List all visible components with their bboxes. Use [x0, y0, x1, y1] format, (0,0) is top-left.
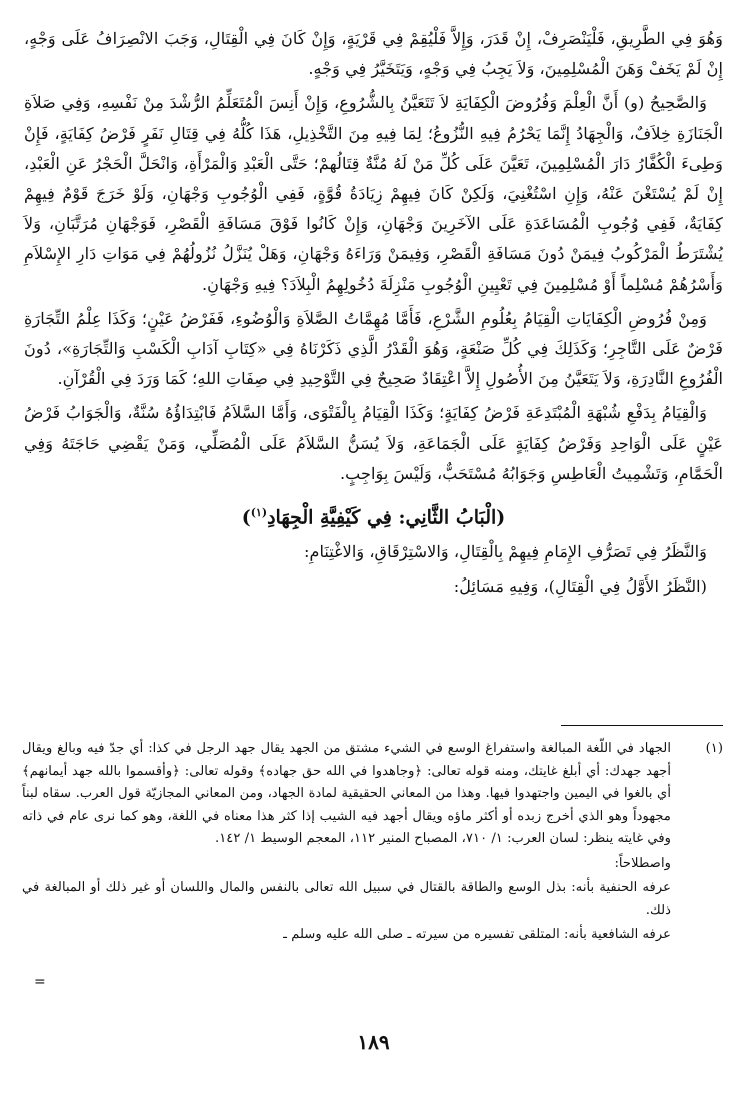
- chapter-title-text: (الْبَابُ الثَّانِي: فِي كَيْفِيَّةِ الْجِهَادِ: [267, 506, 506, 529]
- paragraph-1: وَهُوَ فِي الطَّرِيقِ، فَلْيَنْصَرِفْ، إِنْ قَدَرَ، وَإِلاَّ فَلْيُقِمْ فِي قَرْيَةٍ، وَإِنْ كَانَ فِي الْقِتَالِ، وَجَبَ الانْصِرَافُ عَلَى وَجْهٍ، إِنْ لَمْ يَخَفْ وَهَنَ الْمُسْلِمِينَ، وَلاَ يَجِبُ فِي وَجْهٍ، وَيَتَخَيَّرُ فِي وَجْهٍ.: [24, 29, 723, 79]
- continued-mark: =: [34, 974, 46, 990]
- chapter-title: [24, 493, 723, 537]
- footnote-text: الجهاد في اللّغة المبالغة واستفراغ الوسع في الشيء مشتق من الجهد يقال جهد الرجل في كذا: أي جدّ فيه وبالغ ويقال أجهد جهدك: أي أبلغ غايتك، ومنه قوله تعالى: ﴿وجاهدوا في الله حق جهاده﴾ وقوله تعالى: ﴿وأقسموا بالله جهد أيمانهم﴾ أي بالغوا في اليمين واجتهدوا فيها. وهذا من المعاني الحقيقية لمادة الجهاد، ومن المعاني المجازيّة قول العرب. سقاه لبناً مجهوداً وهو الذي أخرج زبده أو أكثر ماؤه ويقال أجهد فيه الشيب إذا كثر هذا معناه في اللغة، وهو كما نرى عام في ذاته وفي غايته ينظر: لسان العرب: ١/ ٧١٠، المصباح المنير ١١٢، المعجم الوسيط ١/ ١٤٢.: [22, 741, 671, 846]
- chapter-title-close: ): [241, 506, 251, 529]
- footnote-divider: [561, 725, 723, 726]
- paragraph-2: وَالصَّحِيحُ (و) أَنَّ الْعِلْمَ وَفُرُوضَ الْكِفَايَةِ لاَ تَتَعَيَّنُ بِالشُّرُوعِ، وَإِنْ أَنِسَ الْمُتَعَلِّمُ الرُّشْدَ مِنْ نَفْسِهِ، وَفِي صَلاَةِ الْجَنَازَةِ خِلاَفٌ، وَالْجِهَادُ إِنَّمَا يَحْرُمُ فِيهِ النُّزُوعُ؛ لِمَا فِيهِ مِنَ التَّخْذِيلِ، هَذَا كُلُّهُ فِي قِتَالِ نَفَرٍ فَرْضُ كِفَايَةٍ، فَإِنْ وَطِىءَ الْكُفَّارُ دَارَ الْمُسْلِمِينَ، تَعَيَّنَ عَلَى كُلِّ مَنْ لَهُ مُنَّةٌ قِتَالُهمْ؛ حَتَّى الْعَبْدِ وَالْمَرْأَةِ، وَانْحَلَّ الْحَجْرُ عَنِ الْعَبْدِ، إِنْ لَمْ يُسْتَغْنَ عَنْهُ، وَإِنِ اسْتُغْنِيَ، وَلَكِنْ كَانَ فِيهِمْ زِيَادَةُ قُوَّةٍ، فَفِي الْوُجُوبِ وَجْهَانِ، وَلَوْ خَرَجَ قَوْمٌ فِيهِمْ كِفَايَةٌ، فَفِي وُجُوبِ الْمُسَاعَدَةِ عَلَى الآخَرِينَ وَجْهَانِ، وَإِنْ كَانُوا فَوْقَ مَسَافَةِ الْقَصْرِ، فَوَجْهَانِ مُرَتَّبَانِ، وَلاَ يُشْتَرَطُ الْمَرْكُوبُ فِيمَنْ دُونَ مَسَافَةِ الْقَصْرِ، وَفِيمَنْ وَرَاءَهُ وَجْهَانِ، وَهَلْ يُنَزَّلُ نُزُولُهُمْ فِي مَوَاتِ دَارِ الإِسْلاَمِ وَأَسْرُهُمْ مُسْلِماً أَوْ مُسْلِمِينَ فِي تَعْيِينِ الْوُجُوبِ مَنْزِلَةَ دُخُولِهِمُ الْبِلاَدَ؟ فِيهِ وَجْهَانِ.: [24, 93, 723, 294]
- footnotes: [22, 738, 723, 947]
- paragraph-3: وَمِنْ فُرُوضِ الْكِفَايَاتِ الْقِيَامُ بِعُلُومِ الشَّرْعِ، فَأَمَّا مُهِمَّاتُ الصَّلاَةِ وَالْوُضُوءِ، فَفَرْضُ عَيْنٍ؛ وَكَذَا عِلْمُ التِّجَارَةِ فَرْضٌ عَلَى التَّاجِرِ؛ وَكَذَلِكَ فِي كُلِّ صَنْعَةٍ، وَهُوَ الْقَدْرُ الَّذِي ذَكَرْنَاهُ فِي «كِتَابِ آدَابِ الْكَسْبِ وَالتِّجَارَةِ»، دُونَ الْفُرُوعِ النَّادِرَةِ، وَلاَ يَتَعَيَّنُ مِنَ الأُصُولِ إِلاَّ اعْتِقَادٌ صَحِيحٌ فِي التَّوْحِيدِ فِي صِفَاتِ اللهِ؛ كَمَا وَرَدَ فِي الْقُرْآنِ.: [24, 308, 723, 389]
- paragraph-5: وَالنَّظَرُ فِي تَصَرُّفِ الإِمَامِ فِيهِمْ بِالْقِتَالِ، وَالاسْتِرْقَاقِ، وَالاغْتِنَامِ:: [304, 542, 707, 562]
- footnote-shafii-definition: عرفه الشافعية بأنه: المتلقى تفسيره من سيرته ـ صلى الله عليه وسلم ـ: [283, 927, 671, 942]
- chapter-footnote-ref[interactable]: (١): [250, 506, 268, 520]
- page-number: ١٨٩: [357, 1030, 390, 1054]
- paragraph-6: (النَّظَرُ الأَوَّلُ فِي الْقِتَالِ)، وَفِيهِ مَسَائِلُ:: [453, 576, 707, 596]
- main-text: [24, 24, 723, 606]
- footnote-1: [22, 738, 723, 947]
- footnote-hanafi-definition: عرفه الحنفية بأنه: بذل الوسع والطاقة بالقتال في سبيل الله تعالى بالنفس والمال واللسان أو غير ذلك أو المبالغة في ذلك.: [22, 880, 671, 918]
- paragraph-4: وَالْقِيَامُ بِدَفْعِ شُبْهَةِ الْمُبْتَدِعَةِ فَرْضُ كِفَايَةٍ؛ وَكَذَا الْقِيَامُ بِالْفَتْوَى، وَأَمَّا السَّلاَمُ فَابْتِدَاؤُهُ سُنَّةٌ، وَالْجَوَابُ فَرْضُ عَيْنٍ عَلَى الْوَاحِدِ وَفَرْضُ كِفَايَةٍ عَلَى الْجَمَاعَةِ، وَلاَ يُسَنُّ السَّلاَمُ عَلَى الْمُصَلِّي، وَمَنْ يَقْضِي حَاجَتَهُ وَفِي الْحَمَّامِ، وَتَشْمِيتُ الْعَاطِسِ وَجَوَابُهُ مُسْتَحَبٌّ، وَلَيْسَ بِوَاجِبٍ.: [24, 403, 723, 483]
- footnote-number: (١): [705, 741, 723, 756]
- footnote-istilahan: واصطلاحاً:: [614, 855, 671, 871]
